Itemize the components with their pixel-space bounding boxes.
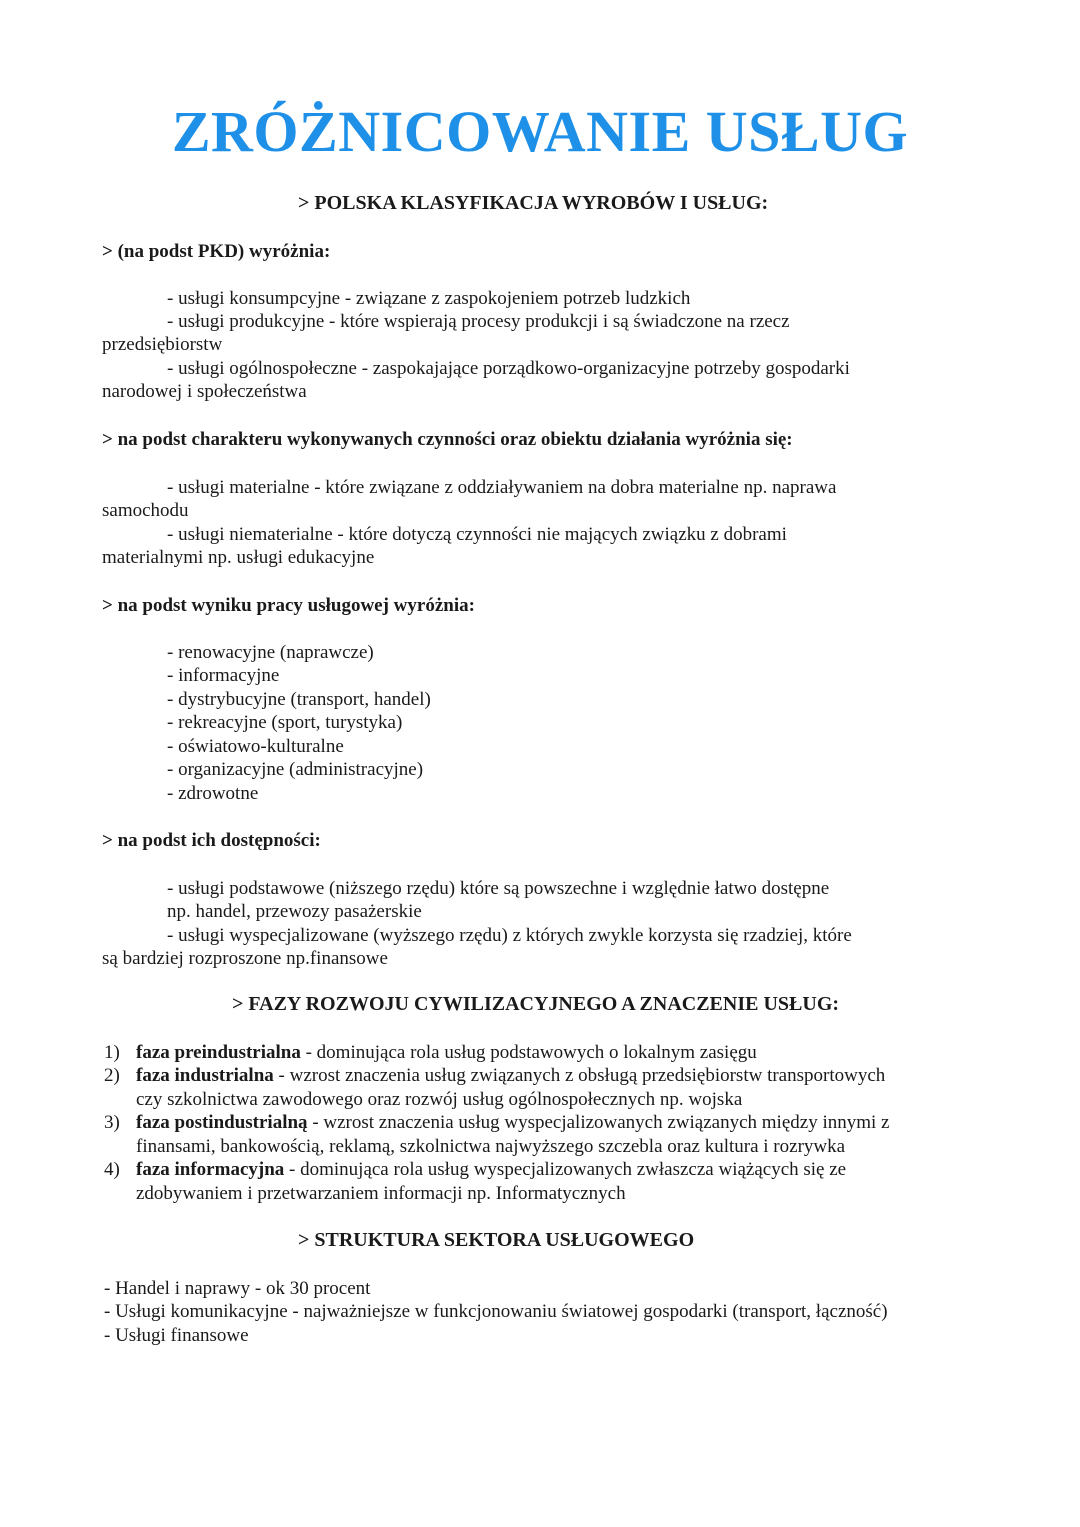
page-title: ZRÓŻNICOWANIE USŁUG (171, 99, 909, 164)
phase-text: - dominująca rola usług wyspecjalizowanych zwłaszcza wiążących się ze (284, 1159, 847, 1180)
list-item: - usługi niematerialne - które dotyczą czynności nie mających związku z dobrami (167, 524, 787, 545)
list-item: - rekreacyjne (sport, turystyka) (167, 712, 403, 733)
phase-continuation: finansami, bankowością, reklamą, szkolnictwa najwyższego szczebla oraz kultura i rozrywka (136, 1136, 846, 1157)
pkd-heading: > (na podst PKD) wyróżnia: (102, 241, 331, 262)
list-item: - informacyjne (167, 665, 280, 686)
list-item: - Handel i naprawy - ok 30 procent (104, 1278, 371, 1299)
list-item-continuation: samochodu (102, 500, 189, 521)
list-item: - Usługi finansowe (104, 1325, 249, 1346)
list-item: - usługi ogólnospołeczne - zaspokajające porządkowo-organizacyjne potrzeby gospodarki (167, 358, 850, 379)
phase-item (136, 1064, 885, 1087)
phase-number: 1) (104, 1042, 120, 1063)
phase-continuation: czy szkolnictwa zawodowego oraz rozwój usług ogólnospołecznych np. wojska (136, 1089, 743, 1110)
list-item: - usługi produkcyjne - które wspierają procesy produkcji i są świadczone na rzecz (167, 311, 790, 332)
list-item-continuation: np. handel, przewozy pasażerskie (167, 901, 422, 922)
list-item-continuation: materialnymi np. usługi edukacyjne (102, 547, 375, 568)
phase-name: faza preindustrialna (136, 1042, 301, 1063)
list-item: - usługi konsumpcyjne - związane z zaspokojeniem potrzeb ludzkich (167, 288, 691, 309)
phase-text: - wzrost znaczenia usług wyspecjalizowanych związanych między innymi z (307, 1112, 890, 1133)
list-item: - Usługi komunikacyjne - najważniejsze w funkcjonowaniu światowej gospodarki (transport, łączność) (104, 1301, 888, 1322)
phase-number: 3) (104, 1112, 120, 1133)
phase-name: faza informacyjna (136, 1159, 285, 1180)
phase-item (136, 1158, 846, 1181)
result-heading: > na podst wyniku pracy usługowej wyróżnia: (102, 595, 475, 616)
section-heading-structure: > STRUKTURA SEKTORA USŁUGOWEGO (298, 1229, 695, 1251)
list-item: - renowacyjne (naprawcze) (167, 642, 374, 663)
section-heading-classification: > POLSKA KLASYFIKACJA WYROBÓW I USŁUG: (298, 192, 769, 214)
phase-number: 4) (104, 1159, 120, 1180)
list-item: - zdrowotne (167, 783, 259, 804)
phase-item (136, 1111, 889, 1134)
phase-item (136, 1041, 757, 1064)
list-item: - usługi podstawowe (niższego rzędu) które są powszechne i względnie łatwo dostępne (167, 878, 830, 899)
list-item: - usługi wyspecjalizowane (wyższego rzędu) z których zwykle korzysta się rzadziej, które (167, 925, 852, 946)
section-heading-phases: > FAZY ROZWOJU CYWILIZACYJNEGO A ZNACZENIE USŁUG: (232, 993, 840, 1015)
phase-number: 2) (104, 1065, 120, 1086)
character-heading: > na podst charakteru wykonywanych czynności oraz obiektu działania wyróżnia się: (102, 429, 793, 450)
phase-name: faza industrialna (136, 1065, 274, 1086)
phase-text: - wzrost znaczenia usług związanych z obsługą przedsiębiorstw transportowych (273, 1065, 886, 1086)
phase-name: faza postindustrialną (136, 1112, 308, 1133)
list-item: - organizacyjne (administracyjne) (167, 759, 424, 780)
phase-text: - dominująca rola usług podstawowych o lokalnym zasięgu (300, 1042, 757, 1063)
list-item-continuation: są bardziej rozproszone np.finansowe (102, 948, 388, 969)
list-item-continuation: narodowej i społeczeństwa (102, 381, 307, 402)
phase-continuation: zdobywaniem i przetwarzaniem informacji np. Informatycznych (136, 1183, 626, 1204)
list-item: - oświatowo-kulturalne (167, 736, 344, 757)
list-item: - dystrybucyjne (transport, handel) (167, 689, 431, 710)
access-heading: > na podst ich dostępności: (102, 830, 321, 851)
list-item: - usługi materialne - które związane z oddziaływaniem na dobra materialne np. naprawa (167, 477, 837, 498)
list-item-continuation: przedsiębiorstw (102, 334, 223, 355)
